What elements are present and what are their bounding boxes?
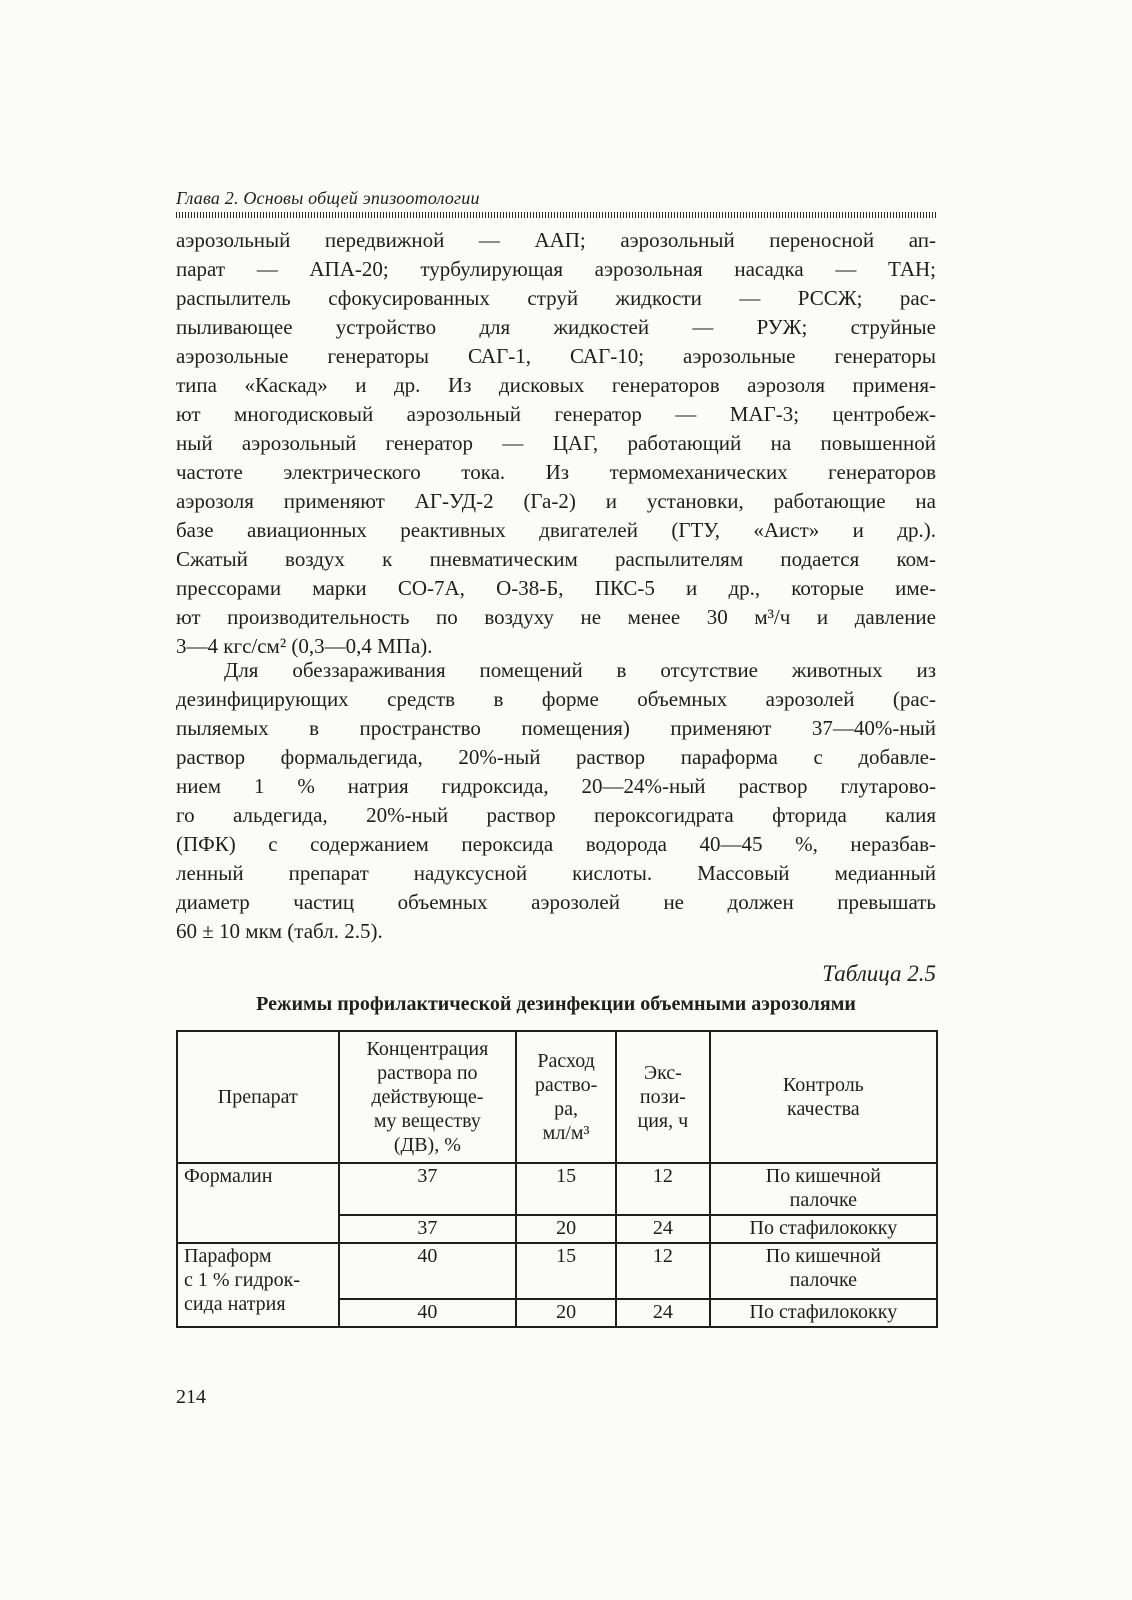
text-line: базе авиационных реактивных двигателей (ГТУ, «Аист» и др.). — [176, 518, 936, 542]
cell-line: По стафилококку — [749, 1301, 898, 1323]
page-number: 214 — [176, 1386, 206, 1408]
text-line: ют многодисковый аэрозольный генератор — МАГ-3; центробеж- — [176, 402, 936, 426]
text-line: 3—4 кгс/см² (0,3—0,4 МПа). — [176, 634, 433, 658]
header-line: Экс- — [643, 1062, 682, 1084]
header-consumption — [516, 1031, 616, 1163]
header-exposure — [616, 1031, 710, 1163]
header-line: ция, ч — [637, 1110, 689, 1132]
table-row — [177, 1163, 937, 1215]
header-line: му веществу — [373, 1110, 481, 1132]
text-line: прессорами марки СО-7А, О-38-Б, ПКС-5 и др., которые име- — [176, 576, 936, 600]
table-title: Режимы профилактической дезинфекции объемными аэрозолями — [256, 993, 856, 1015]
text-line: аэрозоля применяют АГ-УД-2 (Га-2) и установки, работающие на — [176, 489, 936, 513]
cell-line: По кишечной — [765, 1245, 881, 1267]
header-control — [710, 1031, 937, 1163]
header-concentration — [339, 1031, 517, 1163]
text-line: парат — АПА-20; турбулирующая аэрозольная насадка — ТАН; — [176, 257, 936, 281]
text-line: раствор формальдегида, 20%-ный раствор параформа с добавле- — [176, 745, 936, 769]
header-line: ра, — [554, 1098, 579, 1120]
cell-line: Формалин — [184, 1165, 273, 1187]
text-line: частоте электрического тока. Из термомеханических генераторов — [176, 460, 936, 484]
text-line: ленный препарат надуксусной кислоты. Массовый медианный — [176, 861, 936, 885]
cell-concentration: 40 — [339, 1243, 517, 1299]
table-label: Таблица 2.5 — [822, 961, 936, 986]
header-line: пози- — [639, 1086, 686, 1108]
text-line: Для обеззараживания помещений в отсутствие животных из — [224, 658, 936, 682]
text-line: типа «Каскад» и др. Из дисковых генераторов аэрозоля применя- — [176, 373, 936, 397]
cell-exposure: 12 — [616, 1163, 710, 1215]
cell-concentration: 37 — [339, 1163, 517, 1215]
header-line: мл/м³ — [542, 1122, 590, 1144]
text-line: дезинфицирующих средств в форме объемных аэрозолей (рас- — [176, 687, 936, 711]
paragraph-1 — [176, 226, 936, 661]
cell-line: По стафилококку — [749, 1217, 898, 1239]
text-line: диаметр частиц объемных аэрозолей не должен превышать — [176, 890, 936, 914]
text-line: ют производительность по воздуху не менее 30 м³/ч и давление — [176, 605, 936, 629]
cell-control — [710, 1299, 937, 1327]
header-line: Расход — [537, 1050, 595, 1072]
cell-line: с 1 % гидрок- — [184, 1269, 300, 1291]
running-head: Глава 2. Основы общей эпизоотологии — [176, 188, 480, 208]
cell-consumption: 15 — [516, 1163, 616, 1215]
table-header-row — [177, 1031, 937, 1163]
text-line: пыляемых в пространство помещения) применяют 37—40%-ный — [176, 716, 936, 740]
cell-line: По кишечной — [765, 1165, 881, 1187]
text-line: пыливающее устройство для жидкостей — РУЖ; струйные — [176, 315, 936, 339]
header-line: Контроль — [782, 1074, 864, 1096]
cell-line: палочке — [789, 1269, 858, 1291]
text-line: Сжатый воздух к пневматическим распылителям подается ком- — [176, 547, 936, 571]
cell-consumption: 15 — [516, 1243, 616, 1299]
header-line: раствора по — [377, 1062, 478, 1084]
text-line: 60 ± 10 мкм (табл. 2.5). — [176, 919, 383, 943]
cell-line: сида натрия — [184, 1293, 286, 1315]
cell-control — [710, 1215, 937, 1243]
cell-line: Параформ — [184, 1245, 272, 1267]
cell-concentration: 37 — [339, 1215, 517, 1243]
cell-exposure: 24 — [616, 1299, 710, 1327]
text-line: аэрозольные генераторы САГ-1, САГ-10; аэрозольные генераторы — [176, 344, 936, 368]
cell-consumption: 20 — [516, 1299, 616, 1327]
cell-drug — [177, 1163, 339, 1243]
paragraph-2 — [176, 656, 936, 946]
header-drug — [177, 1031, 339, 1163]
disinfection-table — [176, 1030, 938, 1328]
header-rule — [176, 212, 936, 218]
text-line: нием 1 % натрия гидроксида, 20—24%-ный раствор глутарово- — [176, 774, 936, 798]
header-line: (ДВ), % — [393, 1134, 461, 1156]
text-line: (ПФК) с содержанием пероксида водорода 40—45 %, неразбав- — [176, 832, 936, 856]
cell-consumption: 20 — [516, 1215, 616, 1243]
cell-control — [710, 1163, 937, 1215]
header-line: Препарат — [217, 1086, 298, 1108]
header-line: Концентрация — [366, 1038, 489, 1060]
cell-line: палочке — [789, 1189, 858, 1211]
header-line: действующе- — [371, 1086, 484, 1108]
cell-exposure: 12 — [616, 1243, 710, 1299]
cell-drug — [177, 1243, 339, 1327]
header-line: раство- — [534, 1074, 598, 1096]
text-line: распылитель сфокусированных струй жидкости — РССЖ; рас- — [176, 286, 936, 310]
cell-exposure: 24 — [616, 1215, 710, 1243]
cell-control — [710, 1243, 937, 1299]
table-row — [177, 1243, 937, 1299]
header-line: качества — [787, 1098, 860, 1120]
text-line: аэрозольный передвижной — ААП; аэрозольный переносной ап- — [176, 228, 936, 252]
text-line: ный аэрозольный генератор — ЦАГ, работающий на повышенной — [176, 431, 936, 455]
text-line: го альдегида, 20%-ный раствор пероксогидрата фторида калия — [176, 803, 936, 827]
cell-concentration: 40 — [339, 1299, 517, 1327]
